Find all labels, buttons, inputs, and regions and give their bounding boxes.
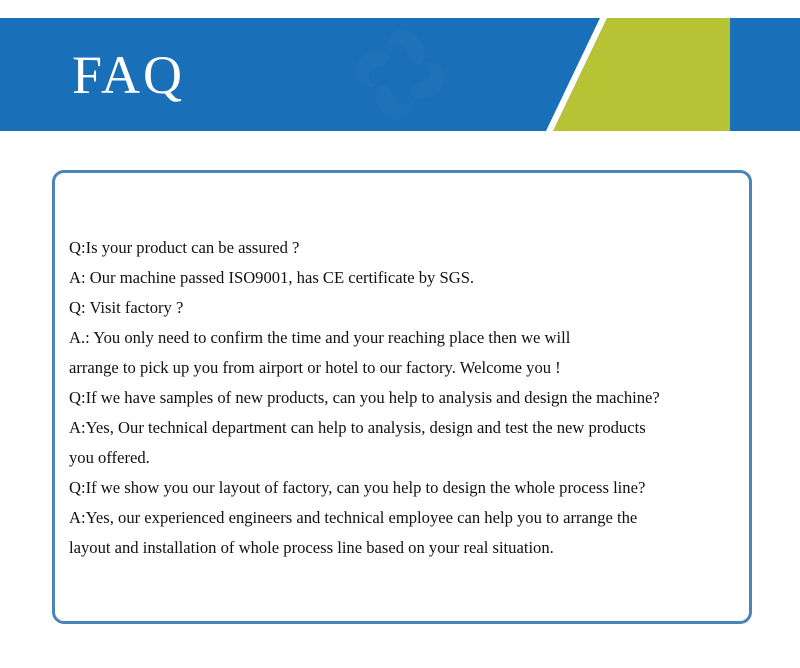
faq-list (69, 233, 759, 563)
faq-answer: A:Yes, our experienced engineers and technical employee can help you to arrange the (69, 508, 638, 527)
logo-swirl-top (388, 30, 424, 64)
faq-question: Q:If we have samples of new products, can you help to analysis and design the machine? (69, 388, 660, 407)
faq-answer: A:Yes, Our technical department can help to analysis, design and test the new products (69, 418, 646, 437)
faq-banner (0, 18, 800, 131)
faq-question: Q: Visit factory ? (69, 298, 184, 317)
logo-swirl-bottom (376, 85, 412, 119)
faq-content-box (52, 170, 752, 624)
faq-answer-continued: you offered. (69, 448, 150, 467)
logo-swirl-left (355, 51, 389, 87)
faq-question: Q:Is your product can be assured ? (69, 238, 300, 257)
faq-answer: A: Our machine passed ISO9001, has CE certificate by SGS. (69, 268, 475, 287)
four-swirl-logo-icon (0, 18, 800, 131)
faq-answer: A.: You only need to confirm the time and your reaching place then we will (69, 328, 571, 347)
faq-answer-continued: layout and installation of whole process line based on your real situation. (69, 538, 554, 557)
page-title: FAQ (72, 45, 186, 105)
faq-question: Q:If we show you our layout of factory, can you help to design the whole process line? (69, 478, 646, 497)
logo-swirl-right (411, 62, 445, 98)
faq-answer-continued: arrange to pick up you from airport or hotel to our factory. Welcome you ! (69, 358, 561, 377)
